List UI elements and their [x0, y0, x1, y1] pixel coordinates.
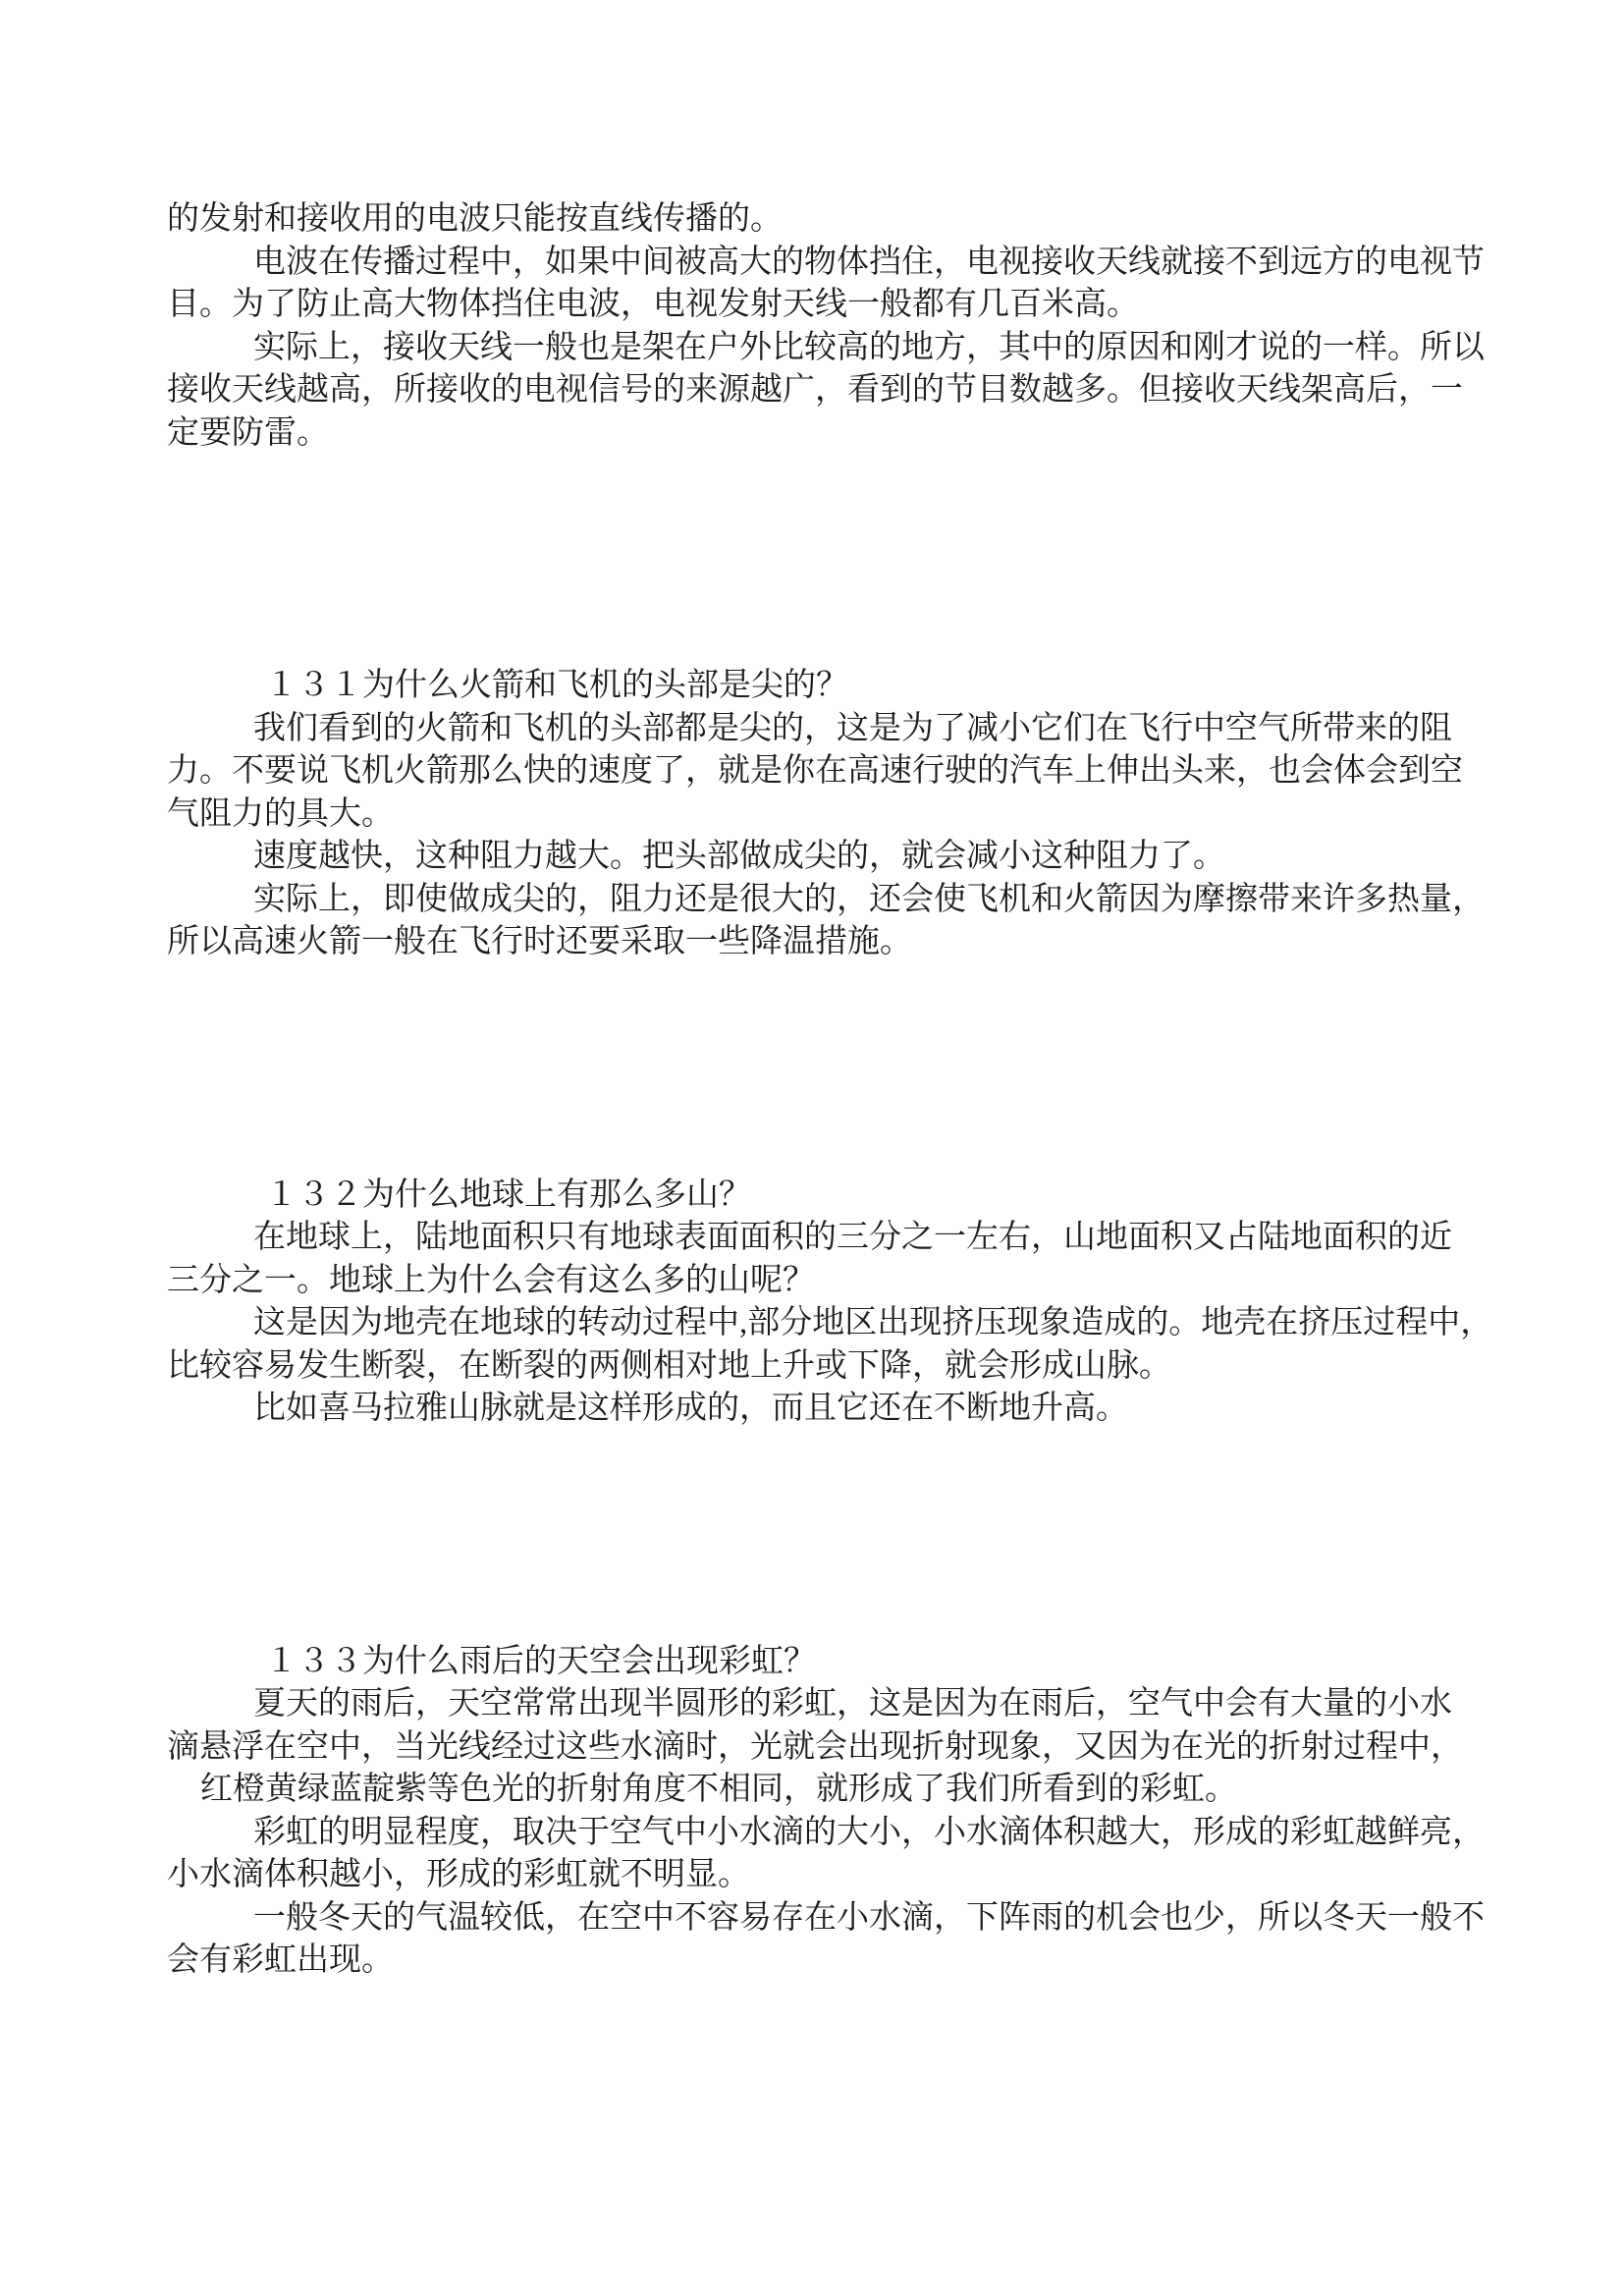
text-line: 夏天的雨后，天空常常出现半圆形的彩虹，这是因为在雨后，空气中会有大量的小水 — [253, 1686, 1452, 1722]
text-column — [167, 198, 1493, 1983]
text-line: 我们看到的火箭和飞机的头部都是尖的，这是为了减小它们在飞行中空气所带来的阻 — [253, 710, 1452, 746]
text-line: 电波在传播过程中，如果中间被高大的物体挡住，电视接收天线就接不到远方的电视节 — [253, 244, 1485, 280]
text-line: 力。不要说飞机火箭那么快的速度了，就是你在高速行驶的汽车上伸出头来，也会体会到空 — [167, 753, 1463, 789]
text-line: 一般冬天的气温较低，在空中不容易存在小水滴，下阵雨的机会也少，所以冬天一般不 — [253, 1899, 1485, 1936]
text-line: 定要防雷。 — [167, 414, 329, 451]
text-line: 实际上，即使做成尖的，阻力还是很大的，还会使飞机和火箭因为摩擦带来许多热量， — [253, 881, 1485, 917]
text-line: 速度越快，这种阻力越大。把头部做成尖的，就会减小这种阻力了。 — [253, 839, 1225, 874]
text-line: 的发射和接收用的电波只能按直线传播的。 — [167, 201, 783, 237]
section-131-rocket-nose — [167, 665, 1485, 964]
text-line: 目。为了防止高大物体挡住电波，电视发射天线一般都有几百米高。 — [167, 287, 1139, 322]
text-line: 比如喜马拉雅山脉就是这样形成的，而且它还在不断地升高。 — [253, 1391, 1128, 1426]
section-title: １３２为什么地球上有那么多山？ — [265, 1176, 751, 1213]
text-line: 三分之一。地球上为什么会有这么多的山呢？ — [167, 1262, 815, 1298]
text-line: 接收天线越高，所接收的电视信号的来源越广，看到的节目数越多。但接收天线架高后，一 — [167, 372, 1463, 408]
text-line: 所以高速火箭一般在飞行时还要采取一些降温措施。 — [167, 924, 912, 959]
text-line: 红橙黄绿蓝靛紫等色光的折射角度不相同，就形成了我们所看到的彩虹。 — [200, 1772, 1237, 1807]
text-line: 在地球上，陆地面积只有地球表面面积的三分之一左右，山地面积又占陆地面积的近 — [253, 1220, 1452, 1255]
text-line: 小水滴体积越小，形成的彩虹就不明显。 — [167, 1857, 750, 1892]
text-line: 滴悬浮在空中，当光线经过这些水滴时，光就会出现折射现象，又因为在光的折射过程中， — [167, 1728, 1463, 1765]
text-line: 彩虹的明显程度，取决于空气中小水滴的大小，小水滴体积越大，形成的彩虹越鲜亮， — [253, 1814, 1485, 1850]
text-line: 比较容易发生断裂，在断裂的两侧相对地上升或下降，就会形成山脉。 — [167, 1347, 1171, 1384]
section-title: １３３为什么雨后的天空会出现彩虹？ — [265, 1643, 816, 1679]
text-line: 这是因为地壳在地球的转动过程中,部分地区出现挤压现象造成的。地壳在挤压过程中， — [253, 1305, 1493, 1340]
text-line: 实际上，接收天线一般也是架在户外比较高的地方，其中的原因和刚才说的一样。所以 — [253, 329, 1485, 365]
section-132-mountains — [167, 1175, 1493, 1431]
tv-antenna-continuation-block — [167, 198, 1485, 455]
text-line: 会有彩虹出现。 — [167, 1942, 394, 1978]
section-title: １３１为什么火箭和飞机的头部是尖的？ — [265, 668, 848, 703]
section-133-rainbow — [167, 1641, 1485, 1983]
text-line: 气阻力的具大。 — [167, 795, 394, 832]
